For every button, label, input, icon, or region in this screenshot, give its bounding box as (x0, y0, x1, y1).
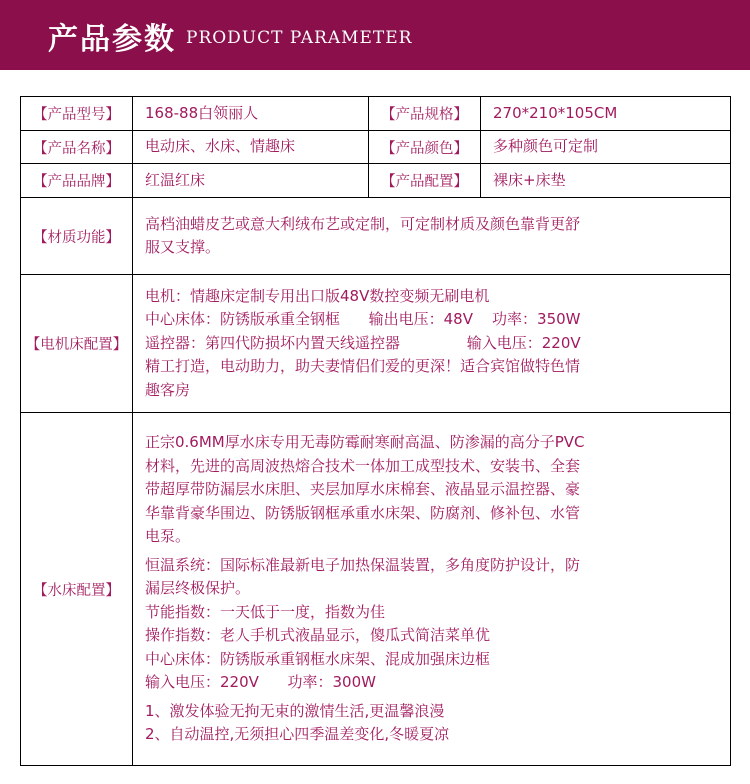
motor-line: 精工打造，电动助力，助夫妻情侣们爱的更深！适合宾馆做特色情 趣客房 (145, 357, 581, 399)
feature-line: 2、自动温控,无须担心四季温差变化,冬暖夏凉 (145, 725, 450, 744)
model-value: 168-88白领丽人 (133, 97, 369, 131)
motor-line: 遥控器：第四代防损坏内置天线遥控器 输入电压：220V (145, 333, 581, 352)
water-line: 输入电压：220V 功率：300W (145, 673, 376, 692)
table-row (21, 164, 731, 198)
table-row (21, 413, 731, 766)
water-label: 【水床配置】 (21, 413, 133, 766)
config-label: 【产品配置】 (369, 164, 481, 198)
water-line: 节能指数：一天低于一度，指数为佳 (145, 602, 386, 621)
spec-table (20, 96, 731, 766)
water-line: 恒温系统：国际标准最新电子加热保温装置，多角度防护设计，防 漏层终极保护。 (145, 555, 581, 598)
brand-value: 红温红床 (133, 164, 369, 198)
water-line: 正宗0.6MM厚水床专用无毒防霉耐寒耐高温、防渗漏的高分子PVC 材料，先进的高周波热熔合技术一体加工成型技术、安装书、全套 带超厚带防漏层水床胆、夹层加厚水床棉套、液晶显示温控器、豪 华靠背豪华围边、防锈版钢框承重水床架、防腐剂、修补包、水管 电泵。 (145, 433, 585, 546)
header-subtitle: PRODUCT PARAMETER (186, 28, 413, 48)
water-value (133, 413, 731, 766)
header-banner (0, 0, 750, 70)
size-value: 270*210*105CM (481, 97, 731, 131)
name-value: 电动床、水床、情趣床 (133, 131, 369, 164)
name-label: 【产品名称】 (21, 131, 133, 164)
feature-line: 1、激发体验无拘无束的激情生活,更温馨浪漫 (145, 701, 445, 720)
material-label: 【材质功能】 (21, 198, 133, 275)
header-title: 产品参数 (48, 22, 176, 57)
table-row (21, 198, 731, 275)
motor-line: 电机：情趣床定制专用出口版48V数控变频无刷电机 (145, 286, 490, 305)
water-line: 操作指数：老人手机式液晶显示，傻瓜式简洁菜单优 (145, 626, 491, 645)
color-value: 多种颜色可定制 (481, 131, 731, 164)
material-value (133, 198, 731, 275)
motor-value (133, 275, 731, 413)
table-row (21, 275, 731, 413)
water-line: 中心床体：防锈版承重钢框水床架、混成加强床边框 (145, 649, 491, 668)
table-row (21, 131, 731, 164)
model-label: 【产品型号】 (21, 97, 133, 131)
motor-label: 【电机床配置】 (21, 275, 133, 413)
motor-line: 中心床体：防锈版承重全钢框 输出电压：48V 功率：350W (145, 310, 581, 329)
material-text: 高档油蜡皮艺或意大利绒布艺或定制，可定制材质及颜色靠背更舒 服又支撑。 (145, 214, 581, 256)
table-row (21, 97, 731, 131)
config-value: 裸床+床垫 (481, 164, 731, 198)
size-label: 【产品规格】 (369, 97, 481, 131)
brand-label: 【产品品牌】 (21, 164, 133, 198)
color-label: 【产品颜色】 (369, 131, 481, 164)
